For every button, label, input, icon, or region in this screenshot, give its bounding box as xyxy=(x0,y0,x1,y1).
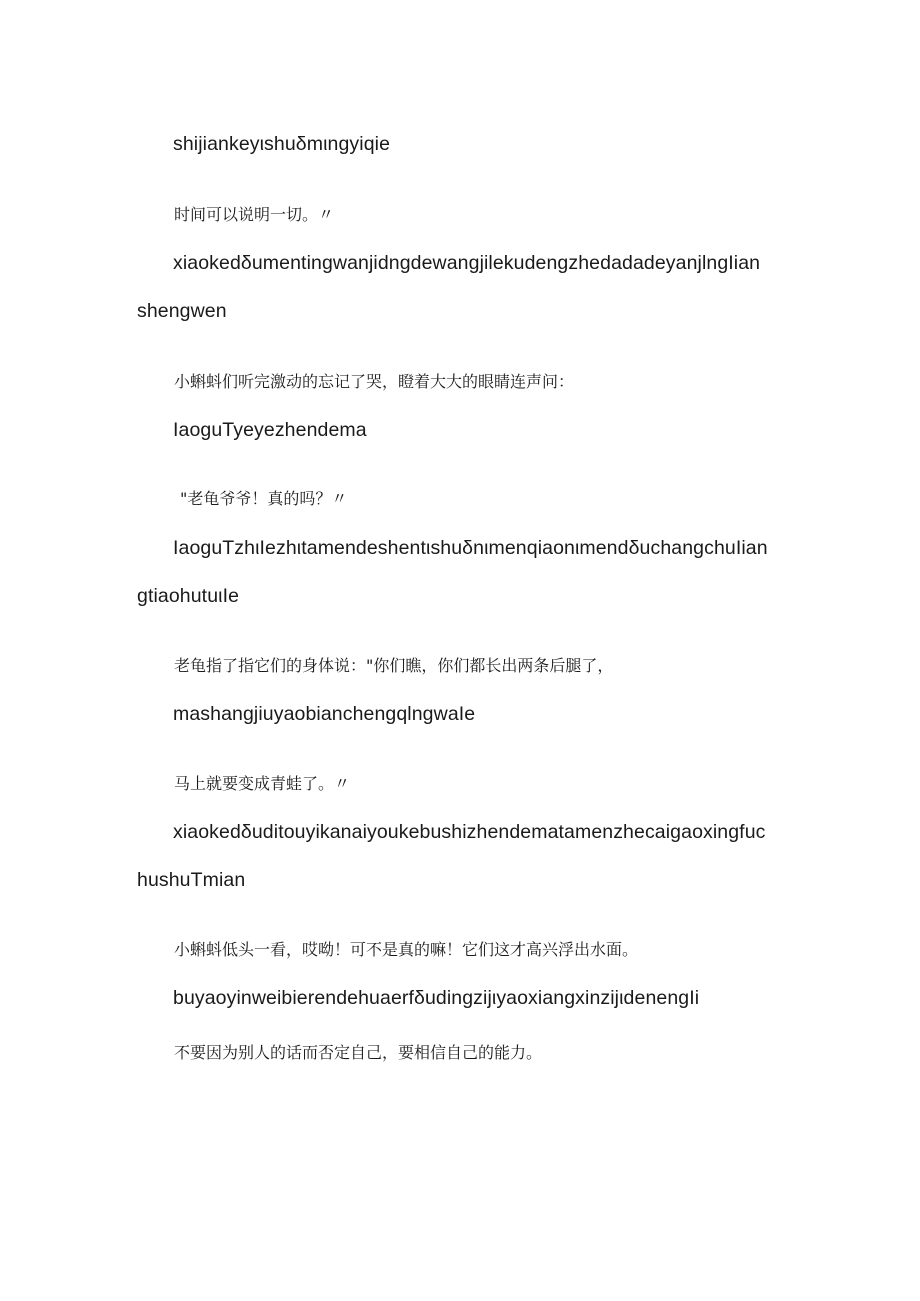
pinyin-line: IaoguTyeyezhendema xyxy=(173,419,367,441)
pinyin-line: gtiaohutuιIe xyxy=(137,585,240,607)
text-line: "老龟爷爷！真的吗？〃 xyxy=(180,489,348,508)
pinyin-line: xiaokedδumentingwanjidngdewangjilekudengzhedadadeyanjlngIian xyxy=(173,252,761,274)
pinyin-line: hushuTmian xyxy=(137,869,246,891)
text-line: 老龟指了指它们的身体说："你们瞧，你们都长出两条后腿了， xyxy=(174,656,614,675)
pinyin-line: mashangjiuyaobianchengqlngwaIe xyxy=(173,703,476,725)
text-line: 马上就要变成青蛙了。〃 xyxy=(174,774,351,793)
text-line: 不要因为别人的话而否定自己，要相信自己的能力。 xyxy=(174,1043,543,1062)
text-line: 小蝌蚪低头一看，哎呦！可不是真的嘛！它们这才高兴浮出水面。 xyxy=(174,940,639,959)
pinyin-line: buyaoyinweibierendehuaerfδudingzijιyaoxiangxinzijιdenengIi xyxy=(173,987,700,1009)
pinyin-line: IaoguTzhιIezhιtamendeshentιshuδnιmenqiaonιmendδuchangchuIian xyxy=(173,537,768,559)
text-line: 时间可以说明一切。〃 xyxy=(174,205,335,224)
pinyin-line: shijiankeyιshuδmιngyiqie xyxy=(173,133,391,155)
pinyin-line: shengwen xyxy=(137,300,227,322)
text-line: 小蝌蚪们听完激动的忘记了哭，瞪着大大的眼睛连声问： xyxy=(174,372,575,391)
pinyin-line: xiaokedδuditouyikanaiyoukebushizhendematamenzhecaigaoxingfuc xyxy=(173,821,766,843)
